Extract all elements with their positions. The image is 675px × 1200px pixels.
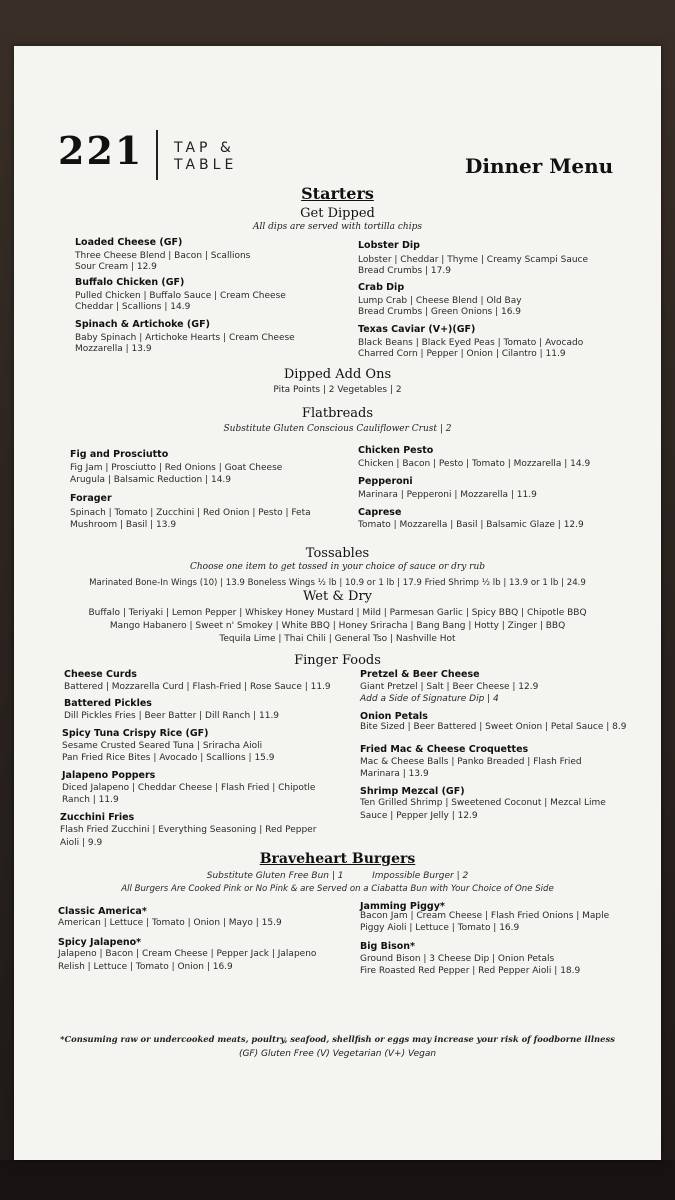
item-desc: Cheddar | Scallions | 14.9: [75, 302, 191, 312]
item-desc: American | Lettuce | Tomato | Onion | Mayo | 15.9: [58, 918, 282, 928]
item-desc: Relish | Lettuce | Tomato | Onion | 16.9: [58, 962, 233, 972]
tossables-heading: Tossables: [305, 546, 370, 561]
item-desc: Arugula | Balsamic Reduction | 14.9: [70, 475, 232, 485]
item-desc: Mushroom | Basil | 13.9: [70, 520, 177, 530]
item-desc: Piggy Aioli | Lettuce | Tomato | 16.9: [360, 923, 520, 933]
item-desc: Sour Cream | 12.9: [75, 262, 157, 272]
addons-heading: Dipped Add Ons: [283, 367, 392, 382]
item-desc: Three Cheese Blend | Bacon | Scallions: [75, 251, 251, 261]
item-desc: Flash Fried Zucchini | Everything Seasoning | Red Pepper: [60, 825, 317, 835]
item-name: Zucchini Fries: [60, 812, 135, 823]
item-desc: Ten Grilled Shrimp | Sweetened Coconut | Mezcal Lime: [360, 798, 606, 808]
item-name: Onion Petals: [360, 711, 428, 722]
item-desc: Bite Sized | Beer Battered | Sweet Onion | Petal Sauce | 8.9: [360, 722, 627, 732]
item-desc: Chicken | Bacon | Pesto | Tomato | Mozzarella | 14.9: [358, 459, 591, 469]
item-desc: Giant Pretzel | Salt | Beer Cheese | 12.9: [360, 682, 539, 692]
item-desc: Lump Crab | Cheese Blend | Old Bay: [358, 296, 522, 306]
foodborne-warning: *Consuming raw or undercooked meats, poultry, seafood, shellfish or eggs may increase your risk of foodborne illness: [60, 1034, 615, 1044]
item-desc: Spinach | Tomato | Zucchini | Red Onion | Pesto | Feta: [70, 508, 311, 518]
logo-line1: TAP &: [174, 140, 235, 156]
item-name: Fig and Prosciutto: [70, 449, 169, 460]
item-desc: Pulled Chicken | Buffalo Sauce | Cream Cheese: [75, 291, 286, 301]
item-name: Chicken Pesto: [358, 445, 434, 456]
burgers-heading: Braveheart Burgers: [259, 851, 416, 867]
logo-number: 221: [58, 128, 144, 173]
item-desc: Tomato | Mozzarella | Basil | Balsamic Glaze | 12.9: [358, 520, 584, 530]
item-desc: Mozzarella | 13.9: [75, 344, 152, 354]
wet-dry-heading: Wet & Dry: [302, 589, 373, 604]
diet-legend: (GF) Gluten Free (V) Vegetarian (V+) Vegan: [238, 1049, 437, 1059]
tossables-line: Marinated Bone-In Wings (10) | 13.9 Boneless Wings ½ lb | 10.9 or 1 lb | 17.9 Fried Shrimp ½ lb | 13.9 or 1 lb | 24.9: [89, 578, 586, 588]
item-name: Texas Caviar (V+)(GF): [358, 324, 476, 335]
item-desc: Jalapeno | Bacon | Cream Cheese | Pepper Jack | Jalapeno: [58, 949, 317, 959]
starters-heading: Starters: [301, 184, 374, 203]
item-name: Shrimp Mezcal (GF): [360, 786, 465, 797]
item-name: Pretzel & Beer Cheese: [360, 669, 480, 680]
item-name: Lobster Dip: [358, 240, 420, 251]
item-desc: Mac & Cheese Balls | Panko Breaded | Flash Fried: [360, 757, 582, 767]
tossables-note: Choose one item to get tossed in your choice of sauce or dry rub: [189, 562, 486, 572]
table-edge: [0, 1160, 675, 1200]
addons-line: Pita Points | 2 Vegetables | 2: [273, 385, 402, 395]
item-name: Loaded Cheese (GF): [75, 237, 183, 248]
finger-foods-heading: Finger Foods: [294, 653, 381, 668]
item-desc: Bread Crumbs | Green Onions | 16.9: [358, 307, 522, 317]
item-name: Buffalo Chicken (GF): [75, 277, 185, 288]
sauce-list: Tequila Lime | Thai Chili | General Tso | Nashville Hot: [219, 634, 456, 644]
item-name: Jamming Piggy*: [360, 901, 445, 912]
menu-title: Dinner Menu: [465, 154, 614, 178]
item-desc: Aioli | 9.9: [60, 838, 103, 848]
item-name: Spicy Jalapeno*: [58, 937, 142, 948]
item-desc: Lobster | Cheddar | Thyme | Creamy Scampi Sauce: [358, 255, 589, 265]
item-name: Fried Mac & Cheese Croquettes: [360, 744, 529, 755]
item-desc: Sesame Crusted Seared Tuna | Sriracha Aioli: [62, 741, 263, 751]
item-name: Battered Pickles: [64, 698, 152, 709]
item-desc: Baby Spinach | Artichoke Hearts | Cream Cheese: [75, 333, 295, 343]
item-desc: Sauce | Pepper Jelly | 12.9: [360, 811, 478, 821]
item-name: Big Bison*: [360, 941, 416, 952]
burgers-note: Substitute Gluten Free Bun | 1 Impossible Burger | 2: [206, 871, 469, 881]
item-desc: Marinara | Pepperoni | Mozzarella | 11.9: [358, 490, 537, 500]
item-name: Spinach & Artichoke (GF): [75, 319, 210, 330]
item-desc: Bread Crumbs | 17.9: [358, 266, 451, 276]
item-desc: Marinara | 13.9: [360, 769, 429, 779]
item-desc: Fig Jam | Prosciutto | Red Onions | Goat Cheese: [70, 463, 283, 473]
item-desc: Black Beans | Black Eyed Peas | Tomato | Avocado: [358, 338, 584, 348]
item-desc: Ranch | 11.9: [62, 795, 119, 805]
flatbreads-note: Substitute Gluten Conscious Cauliflower Crust | 2: [223, 424, 452, 434]
flatbreads-heading: Flatbreads: [301, 406, 374, 421]
sauce-list: Mango Habanero | Sweet n' Smokey | White BBQ | Honey Sriracha | Bang Bang | Hotty | Zinger | BBQ: [109, 621, 566, 631]
item-desc: Ground Bison | 3 Cheese Dip | Onion Petals: [360, 954, 555, 964]
item-desc-extra: Add a Side of Signature Dip | 4: [360, 694, 499, 704]
item-desc: Charred Corn | Pepper | Onion | Cilantro | 11.9: [358, 349, 566, 359]
logo-line2: TABLE: [174, 157, 238, 173]
item-name: Spicy Tuna Crispy Rice (GF): [62, 728, 209, 739]
logo-divider: [156, 130, 158, 180]
item-name: Cheese Curds: [64, 669, 137, 680]
item-desc: Bacon Jam | Cream Cheese | Flash Fried Onions | Maple: [360, 911, 610, 921]
item-desc: Diced Jalapeno | Cheddar Cheese | Flash Fried | Chipotle: [62, 783, 316, 793]
item-name: Classic America*: [58, 906, 147, 917]
item-desc: Battered | Mozzarella Curd | Flash-Fried | Rose Sauce | 11.9: [64, 682, 331, 692]
item-desc: Dill Pickles Fries | Beer Batter | Dill Ranch | 11.9: [64, 711, 280, 721]
get-dipped-heading: Get Dipped: [300, 206, 375, 221]
burgers-note: All Burgers Are Cooked Pink or No Pink & are Served on a Ciabatta Bun with Your Choice of One Side: [121, 884, 554, 894]
item-name: Forager: [70, 493, 112, 504]
item-name: Crab Dip: [358, 282, 405, 293]
sauce-list: Buffalo | Teriyaki | Lemon Pepper | Whiskey Honey Mustard | Mild | Parmesan Garlic | Spicy BBQ | Chipotle BBQ: [88, 608, 587, 618]
item-desc: Fire Roasted Red Pepper | Red Pepper Aioli | 18.9: [360, 966, 581, 976]
item-name: Pepperoni: [358, 476, 413, 487]
item-desc: Pan Fried Rice Bites | Avocado | Scallions | 15.9: [62, 753, 275, 763]
item-name: Caprese: [358, 507, 402, 518]
dips-note: All dips are served with tortilla chips: [253, 222, 422, 232]
item-name: Jalapeno Poppers: [62, 770, 156, 781]
